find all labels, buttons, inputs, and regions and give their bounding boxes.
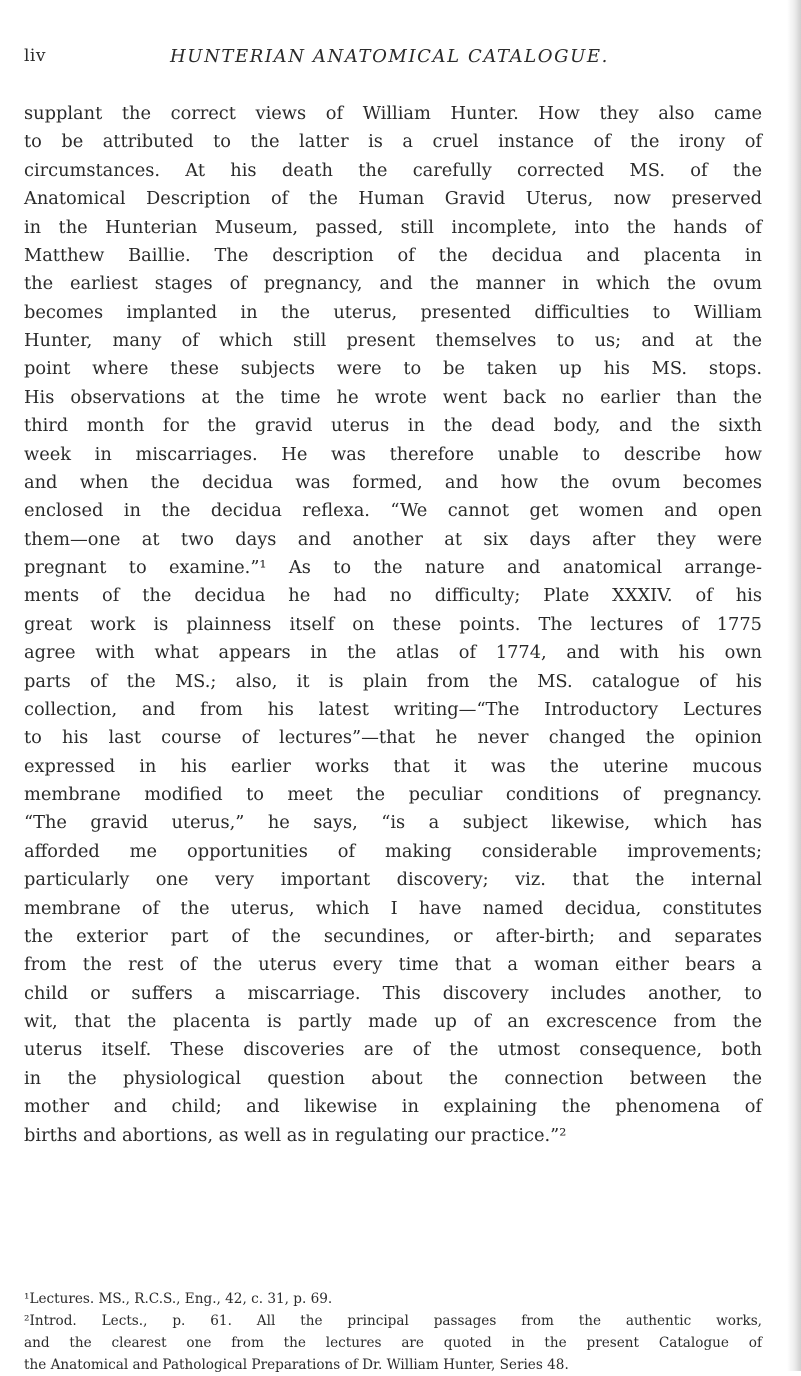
text-line: the earliest stages of pregnancy, and the manner in which the ovum: [24, 273, 762, 295]
page-edge-shadow: [787, 0, 801, 1371]
text-line: the exterior part of the secundines, or after-birth; and separates: [24, 925, 762, 947]
text-line: child or suffers a miscarriage. This discovery includes another, to: [24, 982, 762, 1004]
text-line: to be attributed to the latter is a cruel instance of the irony of: [24, 131, 762, 153]
text-line: afforded me opportunities of making considerable improvements;: [24, 840, 762, 862]
text-line: great work is plainness itself on these points. The lectures of 1775: [24, 613, 762, 635]
text-line: expressed in his earlier works that it was the uterine mucous: [24, 755, 762, 777]
footnote: ²Introd. Lects., p. 61. All the principal passages from the authentic works,: [24, 1313, 762, 1329]
text-line: particularly one very important discovery; viz. that the internal: [24, 869, 762, 891]
text-line: in the Hunterian Museum, passed, still incomplete, into the hands of: [24, 216, 762, 238]
text-line: wit, that the placenta is partly made up of an excrescence from the: [24, 1011, 762, 1032]
running-title: HUNTERIAN ANATOMICAL CATALOGUE.: [170, 46, 609, 67]
body-paragraph: [24, 100, 762, 1150]
text-line: becomes implanted in the uterus, presented difficulties to William: [24, 301, 762, 323]
text-line: ments of the decidua he had no difficulty; Plate XXXIV. of his: [24, 585, 762, 607]
text-line: Matthew Baillie. The description of the decidua and placenta in: [24, 244, 762, 266]
text-line: Anatomical Description of the Human Gravid Uterus, now preserved: [24, 188, 762, 210]
text-line: births and abortions, as well as in regulating our practice.”²: [24, 1124, 567, 1146]
text-line: pregnant to examine.”¹ As to the nature and anatomical arrange-: [24, 557, 762, 578]
text-line: from the rest of the uterus every time that a woman either bears a: [24, 954, 762, 976]
text-line: week in miscarriages. He was therefore unable to describe how: [24, 443, 762, 465]
text-line: to his last course of lectures”—that he never changed the opinion: [24, 727, 762, 749]
text-line: collection, and from his latest writing—“The Introductory Lectures: [24, 698, 762, 720]
footnotes: [24, 1288, 762, 1376]
text-line: enclosed in the decidua reflexa. “We cannot get women and open: [24, 500, 762, 522]
text-line: and when the decidua was formed, and how the ovum becomes: [24, 471, 762, 493]
page-number: liv: [24, 46, 46, 66]
text-line: membrane modified to meet the peculiar conditions of pregnancy.: [24, 784, 762, 805]
footnote: and the clearest one from the lectures are quoted in the present Catalogue of: [24, 1335, 762, 1351]
text-line: His observations at the time he wrote went back no earlier than the: [24, 386, 762, 408]
text-line: Hunter, many of which still present themselves to us; and at the: [24, 330, 762, 351]
text-line: “The gravid uterus,” he says, “is a subject likewise, which has: [24, 812, 762, 834]
footnote: the Anatomical and Pathological Preparations of Dr. William Hunter, Series 48.: [24, 1357, 569, 1373]
text-line: them—one at two days and another at six days after they were: [24, 528, 762, 550]
text-line: membrane of the uterus, which I have named decidua, constitutes: [24, 897, 762, 919]
text-line: uterus itself. These discoveries are of the utmost consequence, both: [24, 1039, 762, 1061]
text-line: supplant the correct views of William Hunter. How they also came: [24, 103, 762, 124]
text-line: circumstances. At his death the carefully corrected MS. of the: [24, 159, 762, 181]
text-line: mother and child; and likewise in explaining the phenomena of: [24, 1096, 762, 1118]
text-line: parts of the MS.; also, it is plain from the MS. catalogue of his: [24, 670, 762, 692]
text-line: third month for the gravid uterus in the dead body, and the sixth: [24, 415, 762, 437]
footnote: ¹Lectures. MS., R.C.S., Eng., 42, c. 31, p. 69.: [24, 1291, 333, 1307]
text-line: agree with what appears in the atlas of 1774, and with his own: [24, 642, 762, 664]
text-line: point where these subjects were to be taken up his MS. stops.: [24, 358, 762, 380]
page-header: [24, 46, 744, 76]
text-line: in the physiological question about the connection between the: [24, 1067, 762, 1089]
